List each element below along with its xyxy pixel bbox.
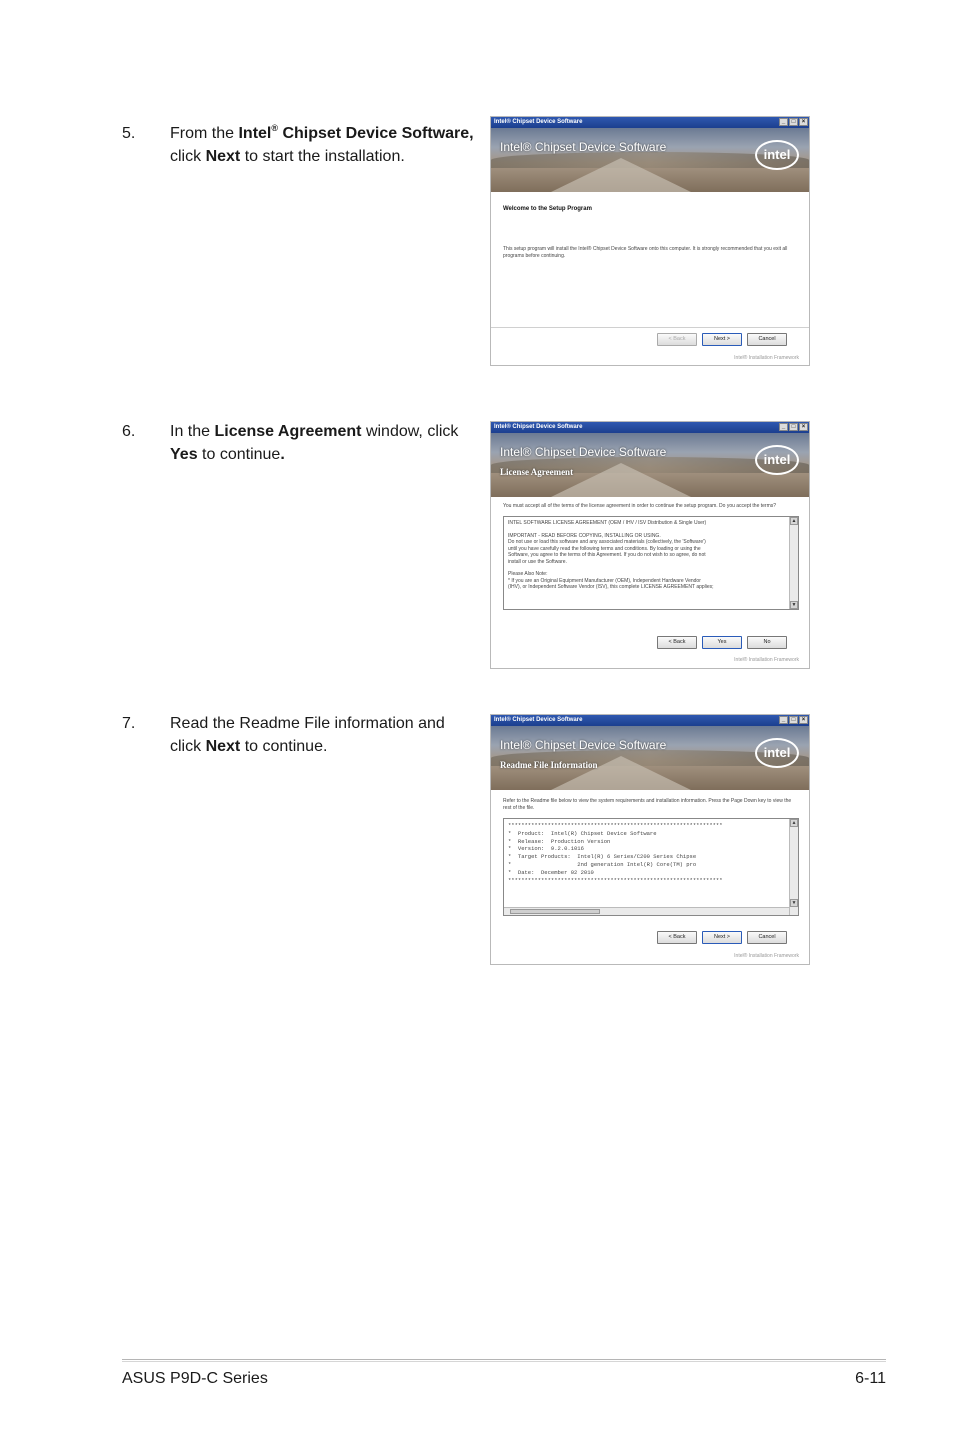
minimize-icon[interactable]: _ xyxy=(779,423,788,431)
window-title: Intel® Chipset Device Software xyxy=(494,119,583,125)
step-number: 7. xyxy=(122,715,136,732)
text-line: * Product: Intel(R) Chipset Device Software xyxy=(508,829,657,837)
text-line: Please Also Note: xyxy=(508,571,548,577)
back-button[interactable]: < Back xyxy=(657,931,697,944)
step-number: 5. xyxy=(122,125,136,142)
text-line: Software, you agree to the terms of this Agreement. If you do not wish to so agree, do not xyxy=(508,552,706,558)
window-controls xyxy=(779,716,808,724)
text-line: IMPORTANT - READ BEFORE COPYING, INSTALLING OR USING. xyxy=(508,532,661,539)
dialog-buttons xyxy=(657,333,787,346)
no-button[interactable]: No xyxy=(747,636,787,649)
scroll-down-icon[interactable]: ▼ xyxy=(791,602,797,608)
text-line: * Release: Production Version xyxy=(508,837,611,845)
window-controls xyxy=(779,118,808,126)
installer-footer: Intel® Installation Framework xyxy=(734,355,799,361)
minimize-icon[interactable]: _ xyxy=(779,716,788,724)
emphasis-text: Chipset Device Software, xyxy=(278,125,474,142)
step-text-segment: From the xyxy=(170,125,239,142)
license-scrollbar[interactable] xyxy=(789,517,798,609)
banner-title: Intel® Chipset Device Software xyxy=(500,445,667,459)
emphasis-text: License Agreement xyxy=(214,423,362,440)
step-text-segment: to start the installation. xyxy=(240,148,405,165)
step-text-segment: In the xyxy=(170,423,215,440)
maximize-icon[interactable]: □ xyxy=(789,716,798,724)
emphasis-text: ® xyxy=(271,123,278,133)
next-button[interactable]: Next > xyxy=(702,931,742,944)
footer-rule xyxy=(122,1359,886,1362)
yes-button[interactable]: Yes xyxy=(702,636,742,649)
step-text xyxy=(170,122,476,168)
step-text xyxy=(170,420,476,466)
text-line: INTEL SOFTWARE LICENSE AGREEMENT (OEM / IHV / ISV Distribution & Single User) xyxy=(508,520,707,526)
text-line: install or use the Software. xyxy=(508,558,567,565)
window-controls xyxy=(779,423,808,431)
back-button[interactable]: < Back xyxy=(657,636,697,649)
dialog-body xyxy=(491,790,809,916)
emphasis-text: Next xyxy=(205,148,241,165)
scroll-thumb[interactable] xyxy=(510,909,600,914)
intel-logo: intel xyxy=(755,738,799,768)
maximize-icon[interactable]: □ xyxy=(789,423,798,431)
text-line: (IHV), or Independent Software Vendor (ISV), this complete LICENSE AGREEMENT applies; xyxy=(508,584,714,590)
setup-banner xyxy=(491,726,809,790)
banner-title: Intel® Chipset Device Software xyxy=(500,140,667,154)
emphasis-text: Next xyxy=(205,738,241,755)
step-text-segment: Read the Readme File information and click xyxy=(170,715,445,755)
dialog-body xyxy=(491,192,809,260)
close-icon[interactable]: × xyxy=(799,716,808,724)
welcome-text: This setup program will install the Intel® Chipset Device Software onto this computer. It is strongly recommended that you exit all programs before continuing. xyxy=(503,246,788,259)
setup-banner xyxy=(491,128,809,192)
license-text xyxy=(508,520,786,591)
intel-logo: intel xyxy=(755,140,799,170)
text-line: ***************************************************************** xyxy=(508,876,723,884)
maximize-icon[interactable]: □ xyxy=(789,118,798,126)
welcome-screenshot xyxy=(490,116,810,366)
text-line: * Target Products: Intel(R) 6 Series/C200 Series Chipse xyxy=(508,853,697,861)
text-line: * 2nd generation Intel(R) Core(TM) pro xyxy=(508,860,697,868)
step-text-segment: to continue xyxy=(197,446,281,463)
setup-banner xyxy=(491,433,809,497)
readme-vertical-scrollbar[interactable] xyxy=(789,819,798,915)
scroll-up-icon[interactable]: ▲ xyxy=(790,819,798,827)
cancel-button[interactable]: Cancel xyxy=(747,931,787,944)
license-screenshot xyxy=(490,421,810,669)
banner-subtitle: Readme File Information xyxy=(500,760,598,770)
emphasis-text: . xyxy=(280,446,285,463)
installer-footer: Intel® Installation Framework xyxy=(734,953,799,959)
window-title: Intel® Chipset Device Software xyxy=(494,717,583,723)
text-line: * Version: 9.2.0.1016 xyxy=(508,845,584,853)
text-line: until you have carefully read the following terms and conditions. By loading or using the xyxy=(508,545,701,552)
readme-horizontal-scrollbar[interactable] xyxy=(504,907,789,915)
readme-screenshot xyxy=(490,714,810,965)
cancel-button[interactable]: Cancel xyxy=(747,333,787,346)
back-button[interactable]: < Back xyxy=(657,333,697,346)
readme-intro: Refer to the Readme file below to view the system requirements and installation information. Press the Page Down key to view the rest of the file. xyxy=(503,798,792,811)
readme-textbox[interactable] xyxy=(503,818,799,916)
next-button[interactable]: Next > xyxy=(702,333,742,346)
license-textbox[interactable] xyxy=(503,516,799,610)
step-text-segment: click xyxy=(170,148,206,165)
footer-product: ASUS P9D-C Series xyxy=(122,1370,268,1387)
text-line: Do not use or load this software and any associated materials (collectively, the 'Software') xyxy=(508,539,706,545)
window-titlebar xyxy=(491,117,809,128)
button-separator xyxy=(491,327,809,328)
scroll-down-icon[interactable]: ▼ xyxy=(790,899,798,907)
emphasis-text: Intel xyxy=(238,125,272,142)
step-text-segment: window, click xyxy=(361,423,459,440)
intel-logo: intel xyxy=(755,445,799,475)
window-title: Intel® Chipset Device Software xyxy=(494,424,583,430)
landscape-road xyxy=(551,158,691,192)
minimize-icon[interactable]: _ xyxy=(779,118,788,126)
banner-title: Intel® Chipset Device Software xyxy=(500,738,667,752)
text-line: * Date: December 02 2010 xyxy=(508,868,594,876)
license-intro: You must accept all of the terms of the license agreement in order to continue the setup program. Do you accept the terms? xyxy=(503,503,777,509)
dialog-buttons xyxy=(657,636,787,649)
scroll-up-icon[interactable]: ▲ xyxy=(791,518,797,524)
text-line: ***************************************************************** xyxy=(508,822,723,829)
banner-subtitle: License Agreement xyxy=(500,467,574,477)
close-icon[interactable]: × xyxy=(799,423,808,431)
window-titlebar xyxy=(491,715,809,726)
dialog-buttons xyxy=(657,931,787,944)
footer-page-number: 6-11 xyxy=(855,1370,886,1387)
close-icon[interactable]: × xyxy=(799,118,808,126)
step-text-segment: to continue. xyxy=(240,738,328,755)
welcome-heading: Welcome to the Setup Program xyxy=(503,206,592,212)
emphasis-text: Yes xyxy=(170,446,198,463)
dialog-body xyxy=(491,497,809,610)
window-titlebar xyxy=(491,422,809,433)
step-text xyxy=(170,712,476,758)
text-line: * If you are an Original Equipment Manufacturer (OEM), Independent Hardware Vendor xyxy=(508,577,701,584)
step-number: 6. xyxy=(122,423,136,440)
readme-text xyxy=(508,822,786,884)
installer-footer: Intel® Installation Framework xyxy=(734,657,799,663)
